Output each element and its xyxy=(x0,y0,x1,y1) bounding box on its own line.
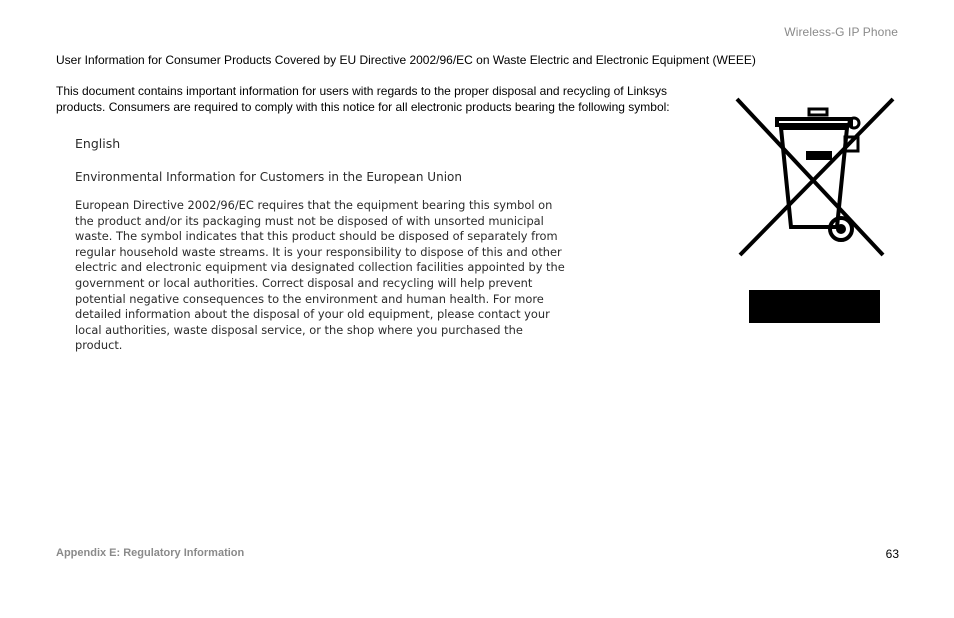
black-bar-marking xyxy=(749,290,880,323)
intro-paragraph: This document contains important information for users with regards to the proper disposal and recycling of Linksys products. Consumers are required to comply with this notice for all electronic products bearing the following symbol: xyxy=(56,84,670,114)
page-number: 63 xyxy=(885,547,899,561)
notice-title: Environmental Information for Customers in the European Union xyxy=(75,170,462,184)
notice-language: English xyxy=(75,136,121,151)
crossed-out-wheelie-bin-icon xyxy=(733,95,898,260)
page-heading: User Information for Consumer Products Covered by EU Directive 2002/96/EC on Waste Electric and Electronic Equipment (WEEE) xyxy=(56,53,756,67)
header-product-name: Wireless-G IP Phone xyxy=(784,25,898,39)
weee-notice-scan xyxy=(75,136,570,354)
notice-body: European Directive 2002/96/EC requires that the equipment bearing this symbol on the product and/or its packaging must not be disposed of with unsorted municipal waste. The symbol indicates that this product should be disposed of separately from regular household waste streams. It is your responsibility to dispose of this and other electric and electronic equipment via designated collection facilities appointed by the government or local authorities. Correct disposal and recycling will help prevent potential negative consequences to the environment and human health. For more detailed information about the disposal of your old equipment, please contact your local authorities, waste disposal service, or the shop where you purchased the product. xyxy=(75,198,565,353)
footer-section-title: Appendix E: Regulatory Information xyxy=(56,547,245,559)
